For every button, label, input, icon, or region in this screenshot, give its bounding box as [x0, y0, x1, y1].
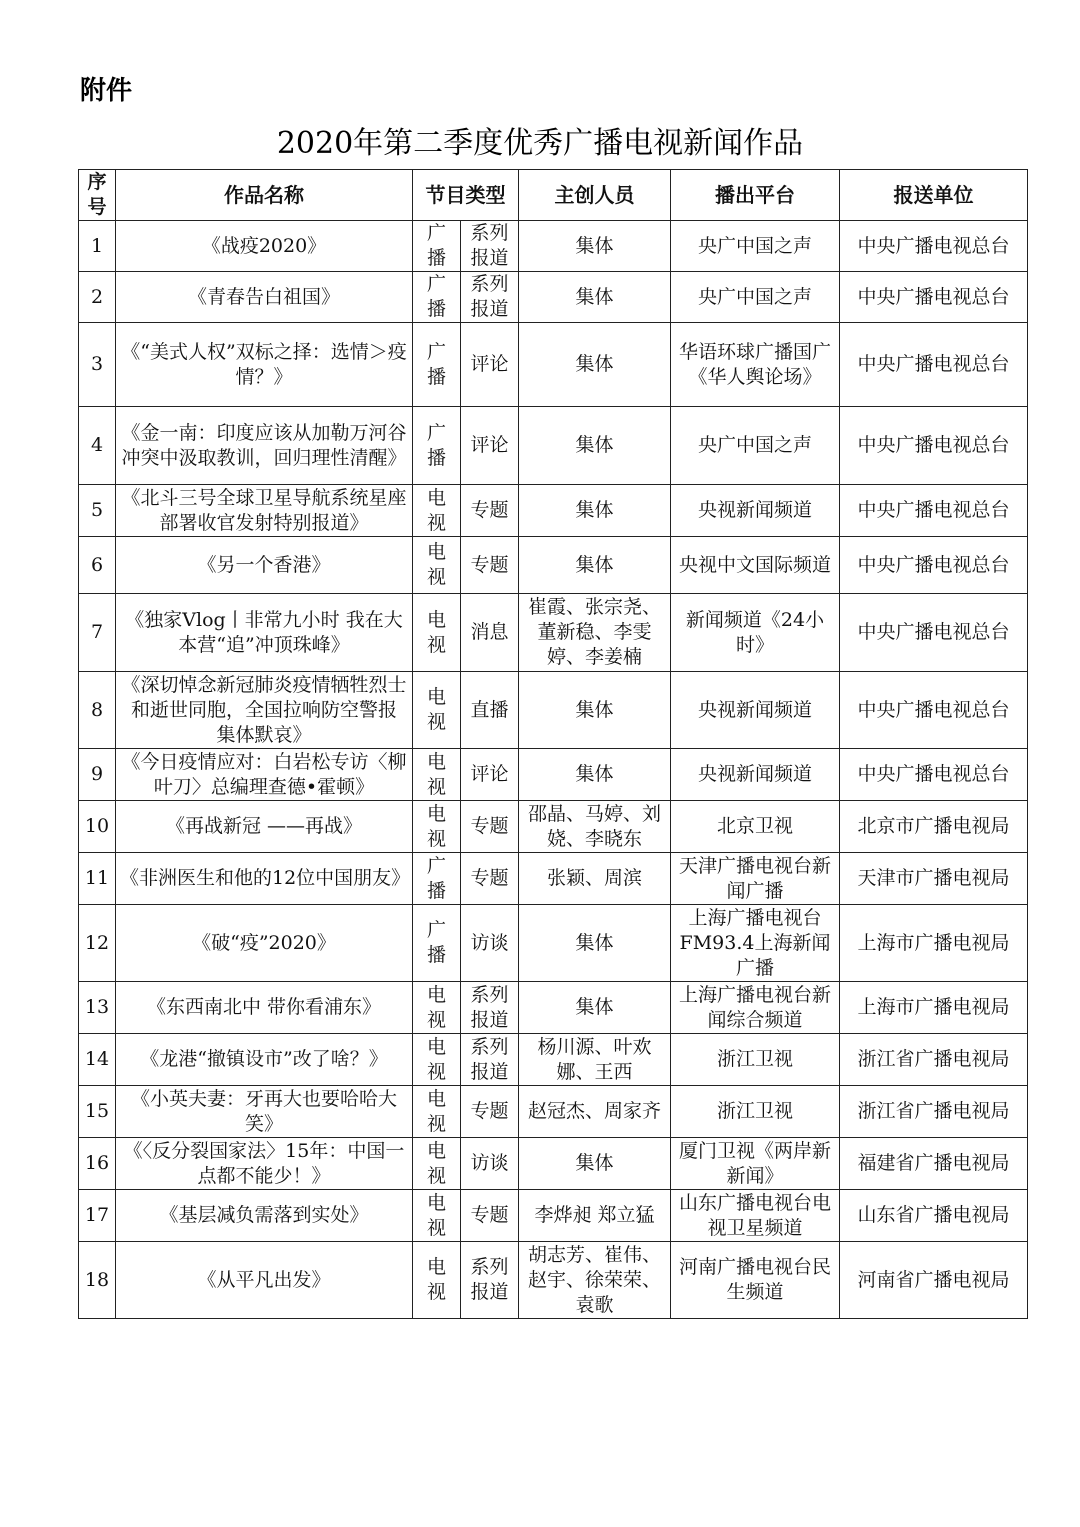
broadcast-platform: 央视新闻频道	[671, 485, 840, 537]
work-name: 《北斗三号全球卫星导航系统星座部署收官发射特别报道》	[116, 485, 413, 537]
creators: 集体	[519, 537, 671, 594]
creators: 胡志芳、崔伟、赵宇、徐荣荣、袁歌	[519, 1242, 671, 1319]
row-number: 18	[79, 1242, 116, 1319]
row-number: 5	[79, 485, 116, 537]
submitting-unit: 中央广播电视总台	[840, 537, 1028, 594]
creators: 集体	[519, 407, 671, 485]
broadcast-platform: 华语环球广播国广《华人舆论场》	[671, 323, 840, 407]
media-type: 电视	[413, 594, 461, 672]
media-type: 广播	[413, 221, 461, 272]
row-number: 4	[79, 407, 116, 485]
table-header-row	[79, 170, 1028, 221]
media-type: 电视	[413, 801, 461, 853]
submitting-unit: 上海市广播电视局	[840, 982, 1028, 1034]
submitting-unit: 天津市广播电视局	[840, 853, 1028, 905]
row-number: 7	[79, 594, 116, 672]
program-kind: 访谈	[461, 905, 519, 982]
work-name: 《从平凡出发》	[116, 1242, 413, 1319]
creators: 集体	[519, 672, 671, 749]
broadcast-platform: 北京卫视	[671, 801, 840, 853]
submitting-unit: 中央广播电视总台	[840, 272, 1028, 323]
table-row	[79, 407, 1028, 485]
creators: 李烨昶 郑立猛	[519, 1190, 671, 1242]
media-type: 电视	[413, 1138, 461, 1190]
broadcast-platform: 央视新闻频道	[671, 749, 840, 801]
row-number: 9	[79, 749, 116, 801]
media-type: 电视	[413, 749, 461, 801]
submitting-unit: 中央广播电视总台	[840, 323, 1028, 407]
program-kind: 系列报道	[461, 1034, 519, 1086]
row-number: 11	[79, 853, 116, 905]
work-name: 《破“疫”2020》	[116, 905, 413, 982]
broadcast-platform: 央视中文国际频道	[671, 537, 840, 594]
table-row	[79, 1138, 1028, 1190]
submitting-unit: 上海市广播电视局	[840, 905, 1028, 982]
table-row	[79, 1190, 1028, 1242]
broadcast-platform: 厦门卫视《两岸新新闻》	[671, 1138, 840, 1190]
broadcast-platform: 浙江卫视	[671, 1086, 840, 1138]
broadcast-platform: 央广中国之声	[671, 221, 840, 272]
table-row	[79, 1242, 1028, 1319]
creators: 赵冠杰、周家齐	[519, 1086, 671, 1138]
submitting-unit: 中央广播电视总台	[840, 485, 1028, 537]
attachment-label: 附件	[80, 76, 133, 106]
table-row	[79, 905, 1028, 982]
header-seq: 序号	[79, 170, 116, 221]
broadcast-platform: 山东广播电视台电视卫星频道	[671, 1190, 840, 1242]
awards-table	[78, 169, 1028, 1319]
program-kind: 专题	[461, 853, 519, 905]
table-row	[79, 594, 1028, 672]
work-name: 《〈反分裂国家法〉15年：中国一点都不能少！》	[116, 1138, 413, 1190]
table-row	[79, 749, 1028, 801]
row-number: 15	[79, 1086, 116, 1138]
row-number: 12	[79, 905, 116, 982]
header-creators: 主创人员	[519, 170, 671, 221]
program-kind: 评论	[461, 323, 519, 407]
row-number: 8	[79, 672, 116, 749]
media-type: 电视	[413, 537, 461, 594]
program-kind: 系列报道	[461, 221, 519, 272]
program-kind: 评论	[461, 749, 519, 801]
program-kind: 评论	[461, 407, 519, 485]
work-name: 《金一南：印度应该从加勒万河谷冲突中汲取教训，回归理性清醒》	[116, 407, 413, 485]
creators: 集体	[519, 485, 671, 537]
creators: 崔霞、张宗尧、董新稳、李雯婷、李姜楠	[519, 594, 671, 672]
table-row	[79, 272, 1028, 323]
submitting-unit: 中央广播电视总台	[840, 749, 1028, 801]
broadcast-platform: 天津广播电视台新闻广播	[671, 853, 840, 905]
work-name: 《东西南北中 带你看浦东》	[116, 982, 413, 1034]
table-row	[79, 537, 1028, 594]
table-row	[79, 801, 1028, 853]
media-type: 电视	[413, 672, 461, 749]
table-row	[79, 485, 1028, 537]
program-kind: 专题	[461, 485, 519, 537]
media-type: 广播	[413, 905, 461, 982]
work-name: 《战疫2020》	[116, 221, 413, 272]
work-name: 《非洲医生和他的12位中国朋友》	[116, 853, 413, 905]
creators: 集体	[519, 749, 671, 801]
broadcast-platform: 上海广播电视台FM93.4上海新闻广播	[671, 905, 840, 982]
creators: 邵晶、马婷、刘娆、李晓东	[519, 801, 671, 853]
header-name: 作品名称	[116, 170, 413, 221]
media-type: 广播	[413, 272, 461, 323]
row-number: 10	[79, 801, 116, 853]
media-type: 电视	[413, 1034, 461, 1086]
row-number: 13	[79, 982, 116, 1034]
table-row	[79, 323, 1028, 407]
table-row	[79, 1086, 1028, 1138]
creators: 集体	[519, 1138, 671, 1190]
program-kind: 消息	[461, 594, 519, 672]
creators: 集体	[519, 982, 671, 1034]
table-row	[79, 221, 1028, 272]
work-name: 《独家Vlog丨非常九小时 我在大本营“追”冲顶珠峰》	[116, 594, 413, 672]
program-kind: 直播	[461, 672, 519, 749]
broadcast-platform: 河南广播电视台民生频道	[671, 1242, 840, 1319]
row-number: 1	[79, 221, 116, 272]
broadcast-platform: 央视新闻频道	[671, 672, 840, 749]
row-number: 16	[79, 1138, 116, 1190]
program-kind: 专题	[461, 1086, 519, 1138]
broadcast-platform: 央广中国之声	[671, 407, 840, 485]
row-number: 3	[79, 323, 116, 407]
work-name: 《基层减负需落到实处》	[116, 1190, 413, 1242]
header-platform: 播出平台	[671, 170, 840, 221]
submitting-unit: 中央广播电视总台	[840, 672, 1028, 749]
submitting-unit: 河南省广播电视局	[840, 1242, 1028, 1319]
header-unit: 报送单位	[840, 170, 1028, 221]
broadcast-platform: 上海广播电视台新闻综合频道	[671, 982, 840, 1034]
media-type: 电视	[413, 982, 461, 1034]
program-kind: 专题	[461, 537, 519, 594]
work-name: 《再战新冠 ——再战》	[116, 801, 413, 853]
broadcast-platform: 浙江卫视	[671, 1034, 840, 1086]
table-row	[79, 1034, 1028, 1086]
row-number: 14	[79, 1034, 116, 1086]
program-kind: 专题	[461, 1190, 519, 1242]
creators: 杨川源、叶欢娜、王西	[519, 1034, 671, 1086]
program-kind: 访谈	[461, 1138, 519, 1190]
media-type: 电视	[413, 1190, 461, 1242]
submitting-unit: 浙江省广播电视局	[840, 1034, 1028, 1086]
creators: 集体	[519, 221, 671, 272]
table-row	[79, 853, 1028, 905]
work-name: 《今日疫情应对：白岩松专访〈柳叶刀〉总编理查德•霍顿》	[116, 749, 413, 801]
table-row	[79, 672, 1028, 749]
media-type: 广播	[413, 323, 461, 407]
broadcast-platform: 新闻频道《24小时》	[671, 594, 840, 672]
media-type: 电视	[413, 1086, 461, 1138]
submitting-unit: 山东省广播电视局	[840, 1190, 1028, 1242]
work-name: 《小英夫妻：牙再大也要哈哈大笑》	[116, 1086, 413, 1138]
work-name: 《青春告白祖国》	[116, 272, 413, 323]
program-kind: 系列报道	[461, 1242, 519, 1319]
submitting-unit: 中央广播电视总台	[840, 407, 1028, 485]
row-number: 6	[79, 537, 116, 594]
media-type: 电视	[413, 1242, 461, 1319]
program-kind: 专题	[461, 801, 519, 853]
program-kind: 系列报道	[461, 272, 519, 323]
submitting-unit: 北京市广播电视局	[840, 801, 1028, 853]
work-name: 《深切悼念新冠肺炎疫情牺牲烈士和逝世同胞，全国拉响防空警报 集体默哀》	[116, 672, 413, 749]
program-kind: 系列报道	[461, 982, 519, 1034]
submitting-unit: 浙江省广播电视局	[840, 1086, 1028, 1138]
media-type: 广播	[413, 853, 461, 905]
media-type: 电视	[413, 485, 461, 537]
broadcast-platform: 央广中国之声	[671, 272, 840, 323]
header-type: 节目类型	[413, 170, 519, 221]
media-type: 广播	[413, 407, 461, 485]
row-number: 17	[79, 1190, 116, 1242]
work-name: 《龙港“撤镇设市”改了啥？》	[116, 1034, 413, 1086]
creators: 集体	[519, 323, 671, 407]
row-number: 2	[79, 272, 116, 323]
document-title: 2020年第二季度优秀广播电视新闻作品	[276, 126, 804, 161]
table-row	[79, 982, 1028, 1034]
creators: 张颖、周滨	[519, 853, 671, 905]
submitting-unit: 中央广播电视总台	[840, 594, 1028, 672]
creators: 集体	[519, 905, 671, 982]
submitting-unit: 中央广播电视总台	[840, 221, 1028, 272]
work-name: 《另一个香港》	[116, 537, 413, 594]
creators: 集体	[519, 272, 671, 323]
work-name: 《“美式人权”双标之择：选情＞疫情？》	[116, 323, 413, 407]
submitting-unit: 福建省广播电视局	[840, 1138, 1028, 1190]
